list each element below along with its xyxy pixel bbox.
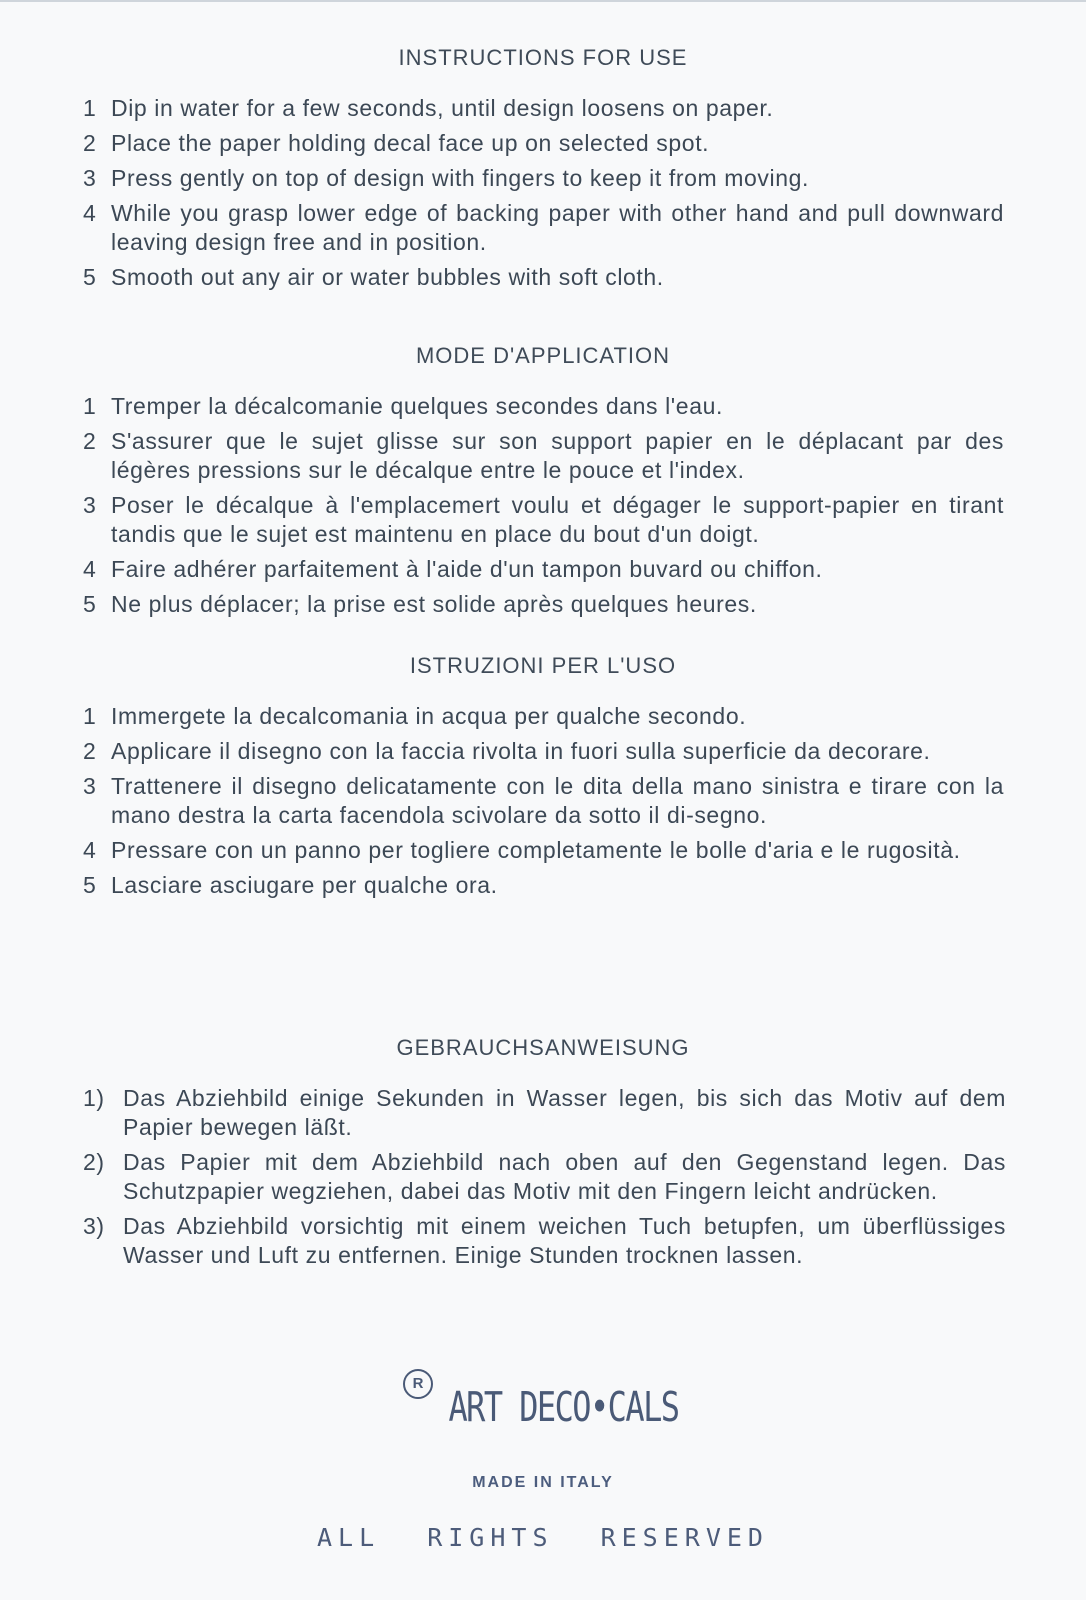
item-number: 1) — [83, 1085, 105, 1111]
section-french — [0, 342, 1086, 625]
item-number: 5 — [83, 591, 97, 617]
item-number: 3 — [83, 165, 97, 191]
list-item — [0, 427, 1086, 485]
item-text: Smooth out any air or water bubbles with soft cloth. — [111, 264, 664, 290]
item-number: 2 — [83, 738, 97, 764]
section-title-english: INSTRUCTIONS FOR USE — [398, 45, 688, 70]
section-title-german: GEBRAUCHSANWEISUNG — [396, 1035, 690, 1060]
list-item — [0, 1148, 1086, 1206]
instruction-list-italian — [0, 702, 1086, 900]
registered-trademark-icon: R — [403, 1369, 433, 1399]
instruction-list-english — [0, 94, 1086, 292]
item-text: Trattenere il disegno delicatamente con le dita della mano sinistra e tirare con la mano destra la carta facendola scivolare da sotto il di-segno. — [111, 773, 1004, 828]
item-number: 4 — [83, 200, 97, 226]
top-edge-line — [0, 0, 1086, 2]
list-item — [0, 263, 1086, 292]
item-text: Das Abziehbild vorsichtig mit einem weichen Tuch betupfen, um überflüssiges Wasser und Luft zu entfernen. Einige Stunden trocknen lassen. — [123, 1213, 1006, 1268]
list-item — [0, 392, 1086, 421]
section-german — [0, 1034, 1086, 1276]
rights-reserved-label: ALL RIGHTS RESERVED — [317, 1523, 769, 1552]
item-text: Dip in water for a few seconds, until design loosens on paper. — [111, 95, 774, 121]
item-number: 3 — [83, 773, 97, 799]
item-text: Poser le décalque à l'emplacemert voulu et dégager le support-papier en tirant tandis que le sujet est maintenu en place du bout d'un doigt. — [111, 492, 1004, 547]
list-item — [0, 129, 1086, 158]
list-item — [0, 1084, 1086, 1142]
item-text: Lasciare asciugare per qualche ora. — [111, 872, 498, 898]
item-text: Immergete la decalcomania in acqua per qualche secondo. — [111, 703, 747, 729]
list-item — [0, 702, 1086, 731]
item-text: Das Papier mit dem Abziehbild nach oben auf den Gegenstand legen. Das Schutzpapier wegziehen, dabei das Motiv mit den Fingern leicht andrücken. — [123, 1149, 1006, 1204]
item-number: 1 — [83, 393, 97, 419]
item-number: 1 — [83, 703, 97, 729]
section-title-italian: ISTRUZIONI PER L'USO — [409, 653, 677, 678]
list-item — [0, 836, 1086, 865]
item-text: Das Abziehbild einige Sekunden in Wasser legen, bis sich das Motiv auf dem Papier bewegen läßt. — [123, 1085, 1006, 1140]
item-text: Applicare il disegno con la faccia rivolta in fuori sulla superficie da decorare. — [111, 738, 931, 764]
instruction-list-french — [0, 392, 1086, 619]
item-text: Ne plus déplacer; la prise est solide après quelques heures. — [111, 591, 757, 617]
brand-name: ART DECO•CALS — [447, 1383, 679, 1431]
list-item — [0, 590, 1086, 619]
made-in-label: MADE IN ITALY — [472, 1474, 614, 1491]
item-number: 5 — [83, 872, 97, 898]
list-item — [0, 491, 1086, 549]
section-italian — [0, 652, 1086, 906]
section-title-french: MODE D'APPLICATION — [415, 343, 671, 368]
item-text: While you grasp lower edge of backing paper with other hand and pull downward leaving design free and in position. — [111, 200, 1004, 255]
item-text: S'assurer que le sujet glisse sur son support papier en le déplacant par des légères pressions sur le décalque entre le pouce et l'index. — [111, 428, 1004, 483]
list-item — [0, 199, 1086, 257]
instruction-list-german — [0, 1084, 1086, 1270]
item-number: 2) — [83, 1149, 105, 1175]
item-number: 5 — [83, 264, 97, 290]
item-text: Faire adhérer parfaitement à l'aide d'un tampon buvard ou chiffon. — [111, 556, 823, 582]
item-text: Tremper la décalcomanie quelques secondes dans l'eau. — [111, 393, 723, 419]
item-number: 3) — [83, 1213, 105, 1239]
item-number: 4 — [83, 556, 97, 582]
item-text: Pressare con un panno per togliere completamente le bolle d'aria e le rugosità. — [111, 837, 961, 863]
item-number: 3 — [83, 492, 97, 518]
list-item — [0, 737, 1086, 766]
section-english — [0, 44, 1086, 298]
item-text: Place the paper holding decal face up on selected spot. — [111, 130, 710, 156]
list-item — [0, 164, 1086, 193]
item-number: 2 — [83, 130, 97, 156]
item-number: 2 — [83, 428, 97, 454]
list-item — [0, 871, 1086, 900]
list-item — [0, 1212, 1086, 1270]
item-number: 4 — [83, 837, 97, 863]
list-item — [0, 772, 1086, 830]
brand-logo — [0, 1383, 1086, 1431]
list-item — [0, 555, 1086, 584]
item-text: Press gently on top of design with fingers to keep it from moving. — [111, 165, 809, 191]
list-item — [0, 94, 1086, 123]
item-number: 1 — [83, 95, 97, 121]
